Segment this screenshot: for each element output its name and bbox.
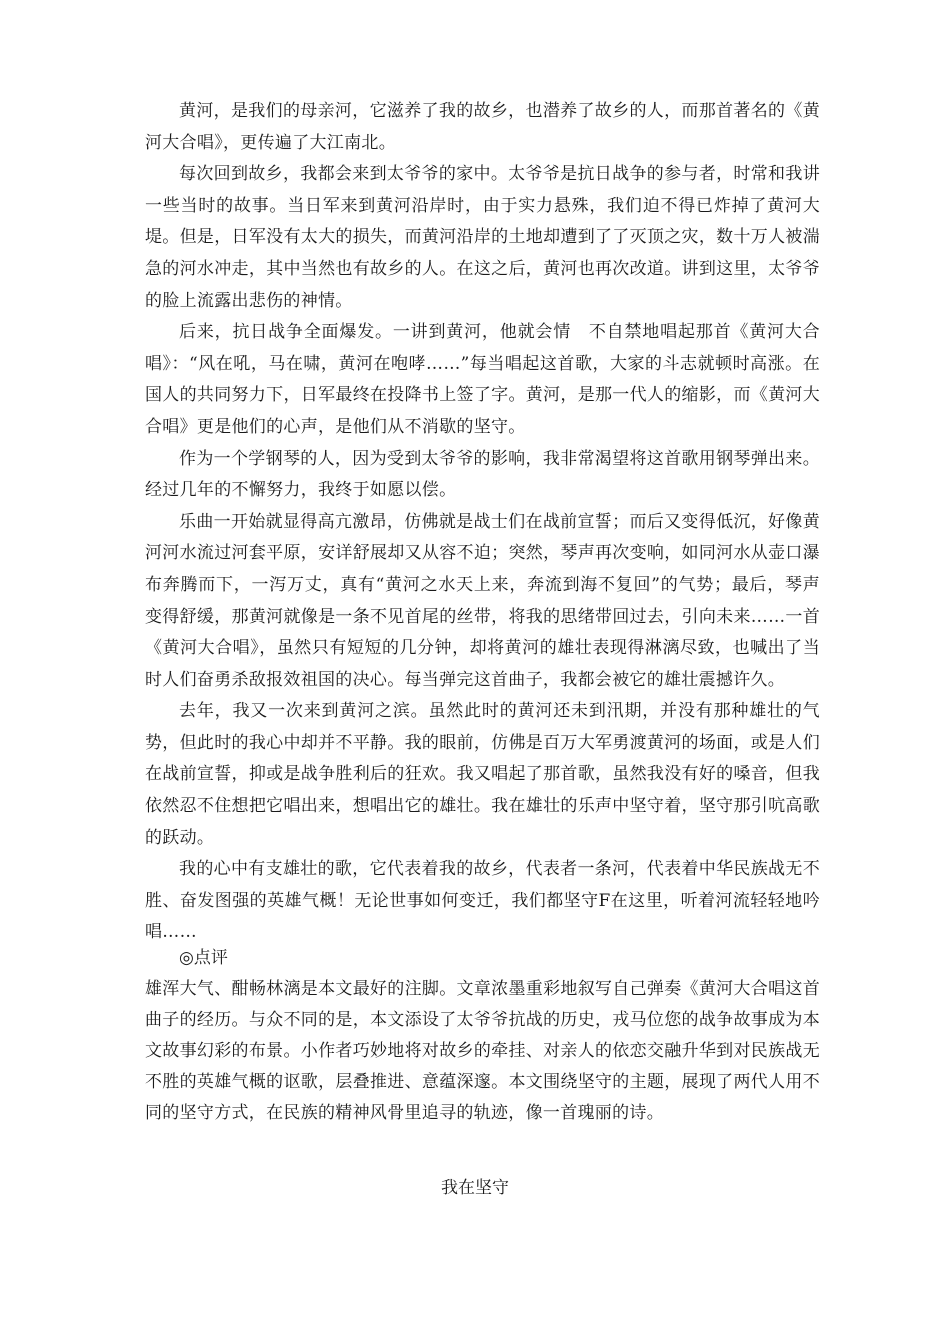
essay-paragraph: 我的心中有支雄壮的歌，它代表着我的故乡，代表者一条河，代表着中华民族战无不胜、奋发图强的英雄气概！无论世事如何变迁，我们都坚守F在这里，听着河流轻轻地吟唱…… [145, 859, 820, 943]
essay-paragraph: 每次回到故乡，我都会来到太爷爷的家中。太爷爷是抗日战争的参与者，时常和我讲一些当时的故事。当日军来到黄河沿岸时，由于实力悬殊，我们迫不得已炸掉了黄河大堤。但是，日军没有太大的损失，而黄河沿岸的土地却遭到了了灭顶之灾，数十万人被湍急的河水冲走，其中当然也有故乡的人。在这之后，黄河也再次改道。讲到这里，太爷爷的脸上流露出悲伤的神情。 [145, 164, 820, 311]
essay-paragraph: 乐曲一开始就显得高亢激昂，仿佛就是战士们在战前宣誓；而后又变得低沉，好像黄河河水流过河套平原，安详舒展却又从容不迫；突然，琴声再次变响，如同河水从壶口瀑布奔腾而下，一泻万丈，真有“黄河之水天上来，奔流到海不复回”的气势；最后，琴声变得舒缓，那黄河就像是一条不见首尾的丝带，将我的思绪带回过去，引向未来……一首《黄河大合唱》，虽然只有短短的几分钟，却将黄河的雄壮表现得淋漓尽致，也喊出了当时人们奋勇杀敌报效祖国的决心。每当弹完这首曲子，我都会被它的雄壮震撼许久。 [145, 511, 820, 690]
essay-body [145, 96, 820, 949]
next-essay-title: 我在坚守 [441, 1178, 509, 1198]
essay-paragraph: 黄河，是我们的母亲河，它滋养了我的故乡，也潜养了故乡的人，而那首著名的《黄河大合唱》，更传遍了大江南北。 [145, 101, 820, 153]
essay-paragraph: 去年，我又一次来到黄河之滨。虽然此时的黄河还未到汛期，并没有那种雄壮的气势，但此时的我心中却并不平静。我的眼前，仿佛是百万大军勇渡黄河的场面，或是人们在战前宣誓，抑或是战争胜利后的狂欢。我又唱起了那首歌，虽然我没有好的嗓音，但我依然忍不住想把它唱出来，想唱出它的雄壮。我在雄壮的乐声中坚守着，坚守那引吭高歌的跃动。 [145, 701, 820, 848]
commentary-section [145, 943, 820, 1129]
essay-paragraph: 后来，抗日战争全面爆发。一讲到黄河，他就会情 不自禁地唱起那首《黄河大合唱》：“风在吼，马在啸，黄河在咆哮……”每当唱起这首歌，大家的斗志就顿时高涨。在国人的共同努力下，日军最终在投降书上签了字。黄河，是那一代人的缩影，而《黄河大合唱》更是他们的心声，是他们从不消歇的坚守。 [145, 322, 820, 437]
commentary-heading: ◎点评 [179, 948, 228, 968]
commentary-text: 雄浑大气、酣畅林漓是本文最好的注脚。文章浓墨重彩地叙写自己弹奏《黄河大合唱这首曲子的经历。与众不同的是，本文添设了太爷爷抗战的历史，戎马位您的战争故事成为本文故事幻彩的布景。小作者巧妙地将对故乡的牵挂、对亲人的依恋交融升华到对民族战无不胜的英雄气概的讴歌，层叠推进、意蕴深邃。本文围绕坚守的主题，展现了两代人用不同的坚守方式，在民族的精神风骨里追寻的轨迹，像一首瑰丽的诗。 [145, 979, 820, 1123]
essay-paragraph: 作为一个学钢琴的人，因为受到太爷爷的影响，我非常渴望将这首歌用钢琴弹出来。经过几年的不懈努力，我终于如愿以偿。 [145, 448, 820, 501]
